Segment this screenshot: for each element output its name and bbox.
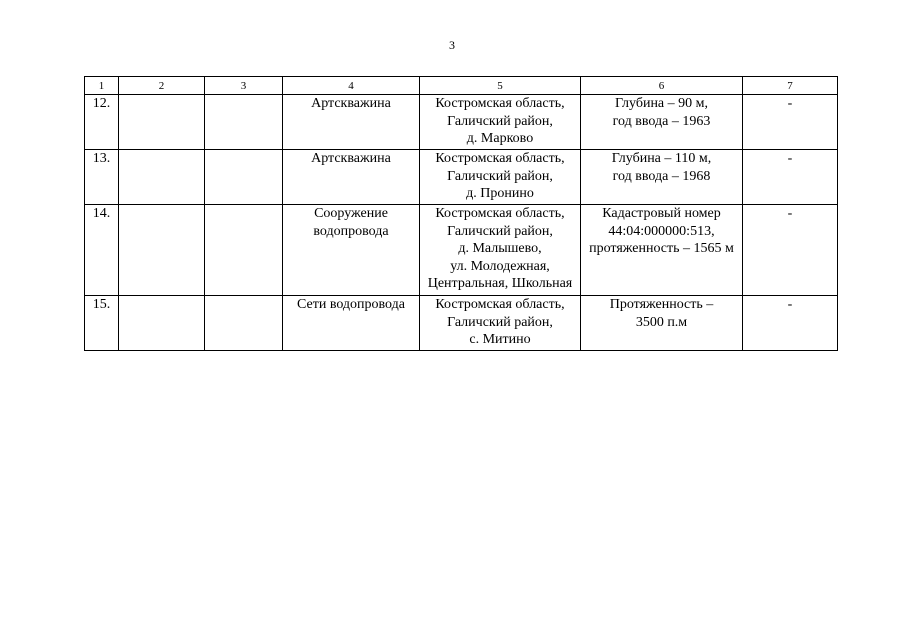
row-number (85, 95, 119, 150)
column-3-cell (205, 150, 283, 205)
characteristics-cell (581, 150, 743, 205)
column-2-cell (119, 296, 205, 351)
note: - (787, 96, 793, 111)
location-cell (420, 150, 581, 205)
note-cell (743, 296, 838, 351)
note-cell (743, 205, 838, 296)
object-name: Артскважина (311, 96, 391, 111)
location-cell (420, 205, 581, 296)
header-row (85, 77, 838, 95)
row-number (85, 296, 119, 351)
location-cell (420, 95, 581, 150)
note: - (787, 151, 793, 166)
row-number (85, 205, 119, 296)
object-name: Сооружение водопровода (313, 206, 389, 239)
object-name-cell (283, 296, 420, 351)
characteristics: Глубина – 110 м, год ввода – 1968 (611, 151, 712, 184)
object-name: Сети водопровода (296, 297, 405, 312)
column-header-3: 3 (205, 77, 283, 95)
characteristics: Глубина – 90 м, год ввода – 1963 (612, 96, 711, 129)
column-2-cell (119, 205, 205, 296)
object-name-cell (283, 95, 420, 150)
characteristics: Протяженность – 3500 п.м (609, 297, 714, 330)
column-3-cell (205, 205, 283, 296)
object-name: Артскважина (311, 151, 391, 166)
location: Костромская область, Галичский район, д. Пронино (435, 151, 565, 201)
note-cell (743, 150, 838, 205)
location-cell (420, 296, 581, 351)
row-number-text: 13. (92, 151, 111, 166)
location: Костромская область, Галичский район, д. Малышево, ул. Молодежная, Центральная, Школьная (427, 206, 573, 291)
column-2-cell (119, 150, 205, 205)
characteristics-cell (581, 95, 743, 150)
table-row (85, 150, 838, 205)
row-number-text: 15. (92, 297, 111, 312)
location: Костромская область, Галичский район, с. Митино (435, 297, 565, 347)
row-number (85, 150, 119, 205)
row-number-text: 12. (92, 96, 111, 111)
characteristics-cell (581, 296, 743, 351)
column-3-cell (205, 95, 283, 150)
table-row (85, 296, 838, 351)
column-3-cell (205, 296, 283, 351)
note-cell (743, 95, 838, 150)
registry-table (84, 76, 838, 351)
object-name-cell (283, 205, 420, 296)
table-row (85, 205, 838, 296)
column-header-2: 2 (119, 77, 205, 95)
column-header-6: 6 (581, 77, 743, 95)
column-2-cell (119, 95, 205, 150)
column-header-5: 5 (420, 77, 581, 95)
row-number-text: 14. (92, 206, 111, 221)
note: - (787, 206, 793, 221)
note: - (787, 297, 793, 312)
page-number: 3 (449, 38, 455, 52)
table-row (85, 95, 838, 150)
characteristics: Кадастровый номер 44:04:000000:513, протяженность – 1565 м (589, 206, 734, 256)
location: Костромская область, Галичский район, д. Марково (435, 96, 565, 146)
column-header-7: 7 (743, 77, 838, 95)
column-header-4: 4 (283, 77, 420, 95)
object-name-cell (283, 150, 420, 205)
characteristics-cell (581, 205, 743, 296)
column-header-1: 1 (85, 77, 119, 95)
